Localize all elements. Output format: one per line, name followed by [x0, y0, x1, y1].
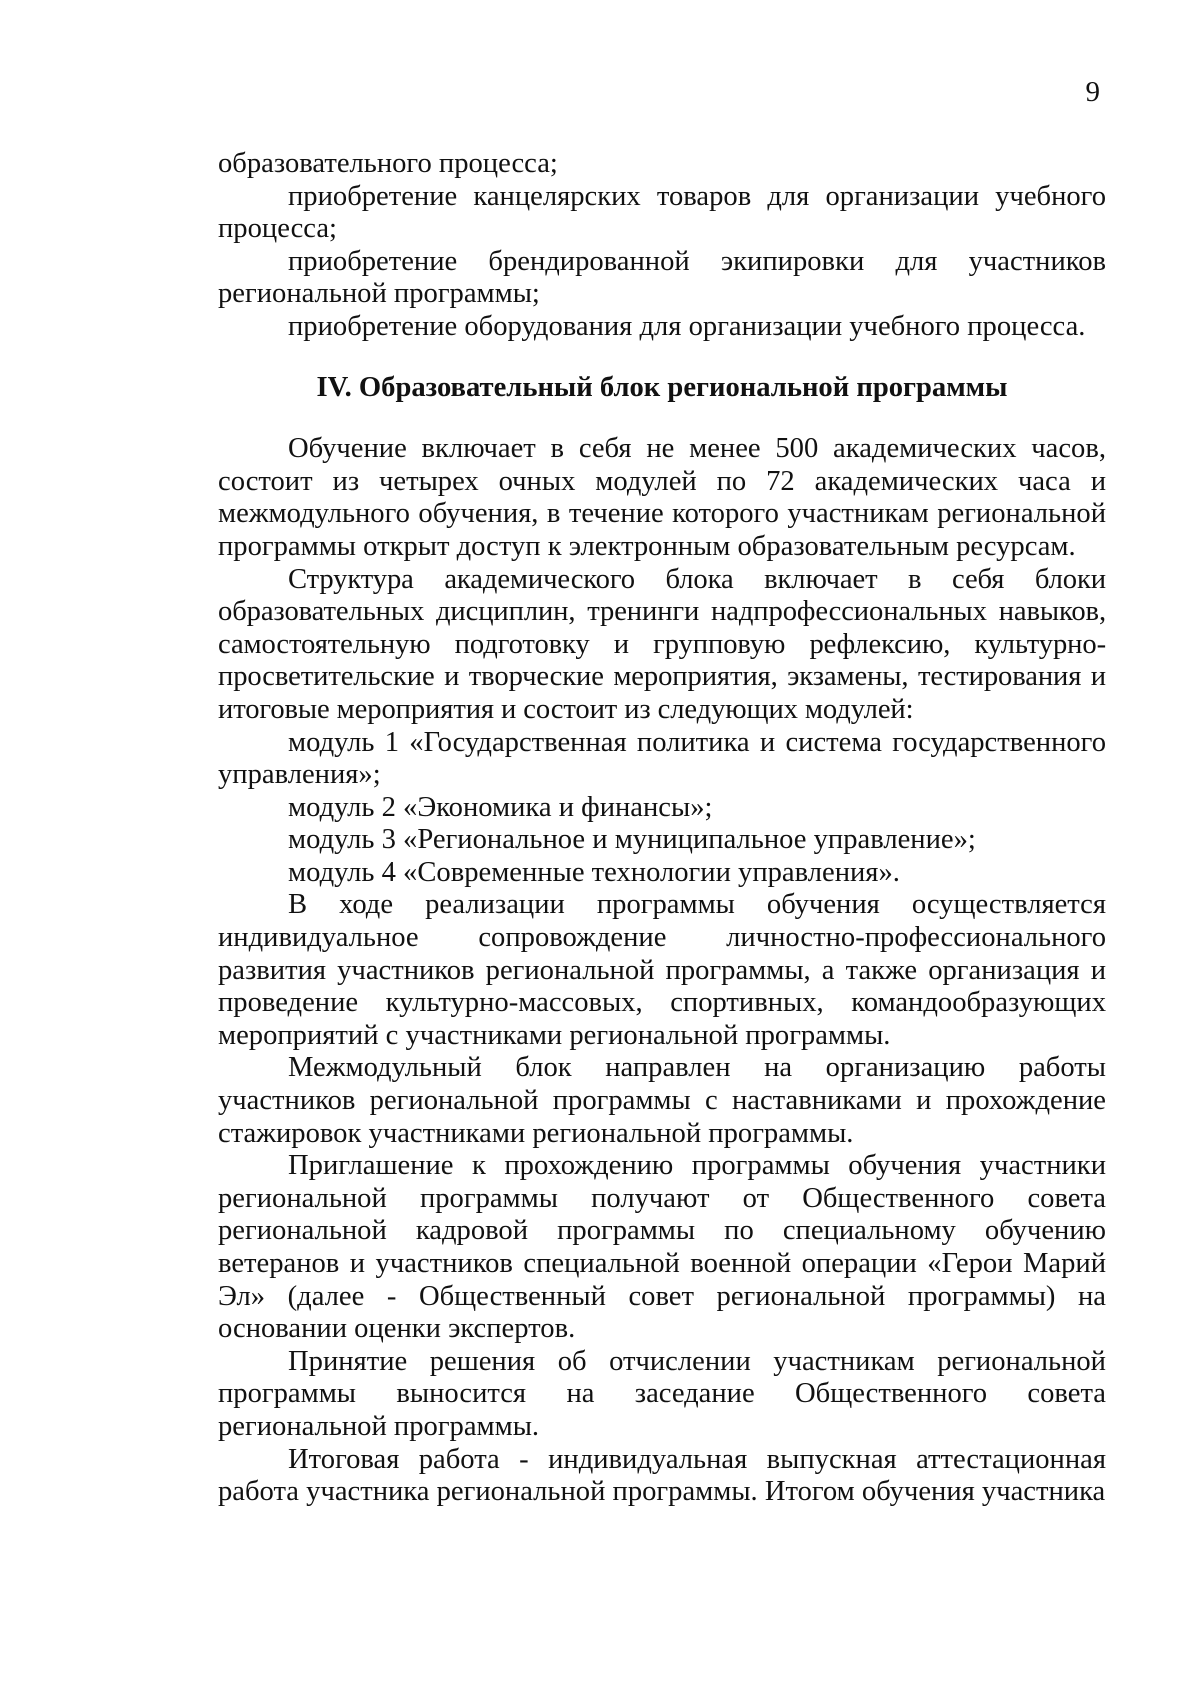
paragraph: Итоговая работа - индивидуальная выпускная аттестационная работа участника региональной программы. Итогом обучения участника [218, 1443, 1106, 1508]
paragraph: Межмодульный блок направлен на организацию работы участников региональной программы с наставниками и прохождение стажировок участниками региональной программы. [218, 1052, 1106, 1149]
paragraph: Обучение включает в себя не менее 500 академических часов, состоит из четырех очных модулей по 72 академических часа и межмодульного обучения, в течение которого участникам региональной программы открыт доступ к электронным образовательным ресурсам. [218, 433, 1106, 562]
paragraph: приобретение оборудования для организации учебного процесса. [288, 310, 1086, 342]
paragraph: Приглашение к прохождению программы обучения участники региональной программы получают от Общественного совета региональной кадровой программы по специальному обучению ветеранов и участников специальной военной операции «Герои Марий Эл» (далее - Общественный совет региональной программы) на основании оценки экспертов. [218, 1150, 1106, 1345]
list-item-module: модуль 2 «Экономика и финансы»; [288, 791, 713, 823]
paragraph: приобретение брендированной экипировки для участников региональной программы; [218, 245, 1106, 310]
page-number: 9 [1085, 76, 1100, 108]
paragraph: образовательного процесса; [218, 148, 558, 179]
document-body [218, 148, 1106, 1509]
paragraph: приобретение канцелярских товаров для организации учебного процесса; [218, 180, 1106, 245]
list-item-module: модуль 3 «Региональное и муниципальное управление»; [288, 824, 976, 856]
section-heading: IV. Образовательный блок региональной программы [316, 371, 1008, 403]
paragraph: Структура академического блока включает в себя блоки образовательных дисциплин, тренинги надпрофессиональных навыков, самостоятельную подготовку и групповую рефлексию, культурно-просветительские и творческие мероприятия, экзамены, тестирования и итоговые мероприятия и состоит из следующих модулей: [218, 563, 1106, 725]
paragraph: Принятие решения об отчислении участникам региональной программы выносится на заседание Общественного совета региональной программы. [218, 1345, 1106, 1442]
list-item-module: модуль 1 «Государственная политика и система государственного управления»; [218, 726, 1106, 791]
list-item-module: модуль 4 «Современные технологии управления». [288, 856, 900, 888]
paragraph: В ходе реализации программы обучения осуществляется индивидуальное сопровождение личностно-профессионального развития участников региональной программы, а также организация и проведение культурно-массовых, спортивных, командообразующих мероприятий с участниками региональной программы. [218, 889, 1106, 1051]
